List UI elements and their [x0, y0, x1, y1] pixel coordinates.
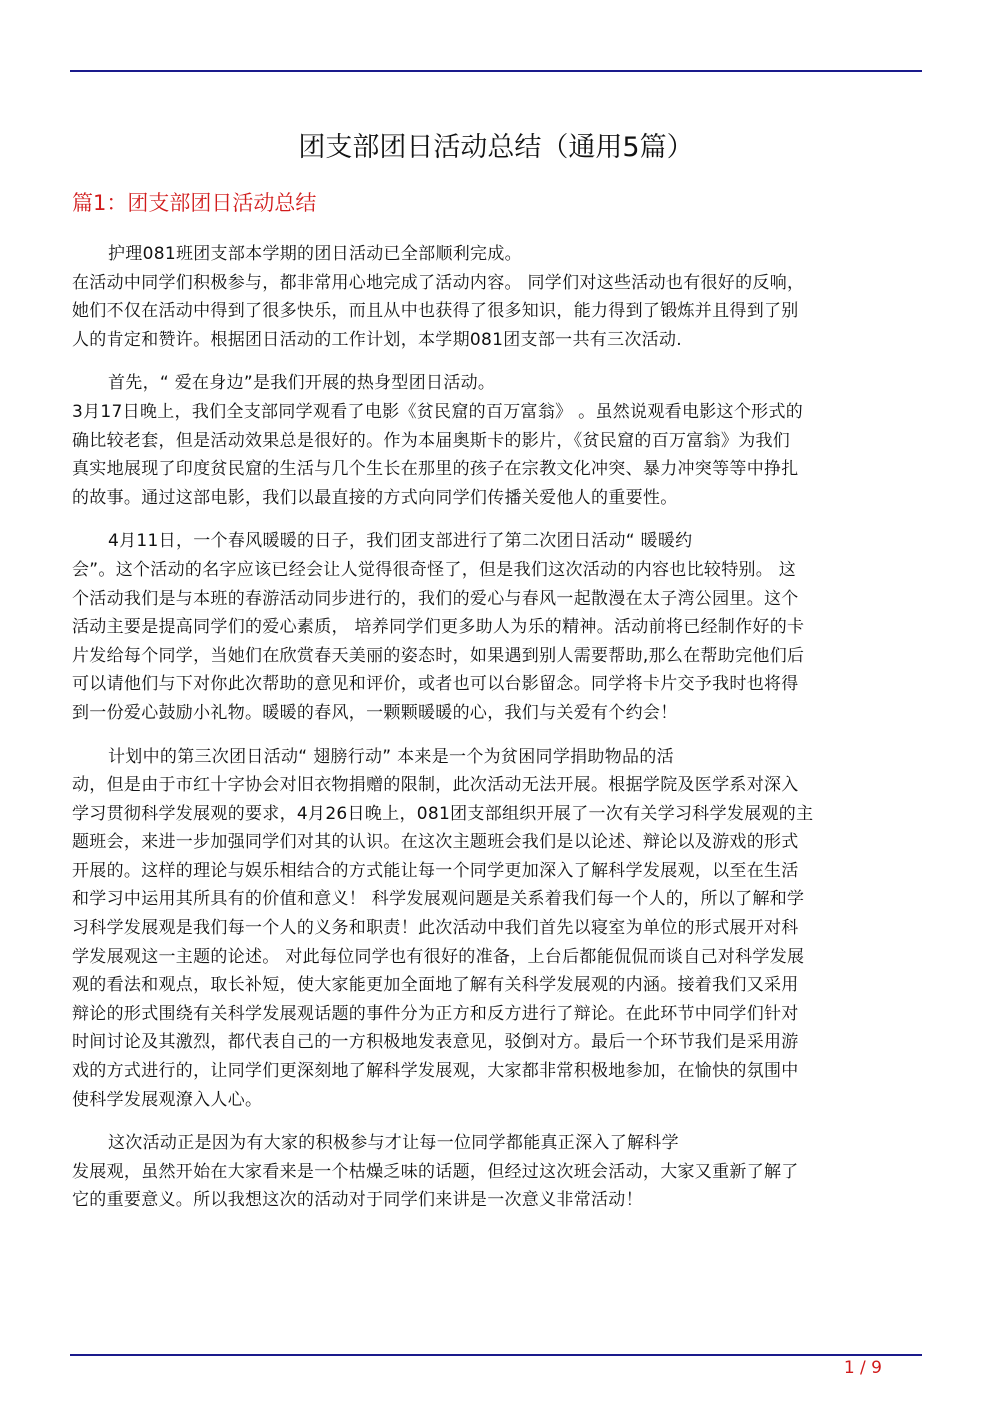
text-line: 到一份爱心鼓励小礼物。暖暖的春风，一颗颗暖暖的心，我们与关爱有个约会！	[72, 702, 678, 723]
text-line: 开展的。这样的理论与娱乐相结合的方式能让每一个同学更加深入了解科学发展观，以至在生活	[72, 860, 799, 881]
text-line: 时间讨论及其激烈，都代表自己的一方积极地发表意见，驳倒对方。最后一个环节我们是采用游	[72, 1032, 799, 1053]
section-heading: 篇1：团支部团日活动总结	[72, 191, 317, 215]
text-line: 学习贯彻科学发展观的要求，4月26日晚上，081团支部组织开展了一次有关学习科学发展观的主	[72, 803, 814, 824]
text-line: 3月17日晚上，我们全支部同学观看了电影《贫民窟的百万富翁》 。虽然说观看电影这个形式的	[72, 401, 804, 422]
text-line: 的故事。通过这部电影，我们以最直接的方式向同学们传播关爱他人的重要性。	[72, 487, 678, 508]
text-line: 确比较老套，但是活动效果总是很好的。作为本届奥斯卡的影片，《贫民窟的百万富翁》为我们	[72, 430, 791, 451]
text-line: 习科学发展观是我们每一个人的义务和职责！此次活动中我们首先以寝室为单位的形式展开对科	[72, 918, 799, 939]
text-line: 发展观，虽然开始在大家看来是一个枯燥乏味的话题，但经过这次班会活动，大家又重新了解了	[72, 1161, 799, 1182]
text-line: 题班会，来进一步加强同学们对其的认识。在这次主题班会我们是以论述、辩论以及游戏的形式	[72, 832, 799, 853]
text-line: 动，但是由于市红十字协会对旧衣物捐赠的限制，此次活动无法开展。根据学院及医学系对深入	[72, 775, 799, 796]
text-line: 戏的方式进行的，让同学们更深刻地了解科学发展观，大家都非常积极地参加，在愉快的氛围中	[72, 1061, 799, 1082]
text-line: 它的重要意义。所以我想这次的活动对于同学们来讲是一次意义非常活动！	[72, 1190, 643, 1211]
text-line: 片发给每个同学，当她们在欣赏春天美丽的姿态时，如果遇到别人需要帮助,那么在帮助完他们后	[72, 645, 805, 666]
paragraph-3	[72, 527, 918, 727]
header-rule	[70, 70, 922, 72]
text-line: 计划中的第三次团日活动“ 翅膀行动” 本来是一个为贫困同学捐助物品的活	[108, 746, 674, 767]
paragraph-1	[72, 240, 918, 354]
text-line: 活动主要是提高同学们的爱心素质， 培养同学们更多助人为乐的精神。活动前将已经制作好的卡	[72, 617, 805, 638]
document-title: 团支部团日活动总结（通用5篇）	[298, 132, 694, 163]
paragraph-5	[72, 1129, 918, 1215]
text-line: 人的肯定和赞许。根据团日活动的工作计划，本学期081团支部一共有三次活动.	[72, 329, 682, 350]
document-body	[72, 240, 918, 1230]
text-line: 和学习中运用其所具有的价值和意义！ 科学发展观问题是关系着我们每一个人的，所以了解和学	[72, 889, 805, 910]
text-line: 这次活动正是因为有大家的积极参与才让每一位同学都能真正深入了解科学	[108, 1133, 679, 1154]
text-line: 首先，“ 爱在身边”是我们开展的热身型团日活动。	[108, 373, 496, 394]
text-line: 个活动我们是与本班的春游活动同步进行的，我们的爱心与春风一起散漫在太子湾公园里。这个	[72, 588, 799, 609]
paragraph-4	[72, 743, 918, 1115]
paragraph-2	[72, 369, 918, 512]
text-line: 使科学发展观潦入人心。	[72, 1089, 263, 1110]
text-line: 可以请他们与下对你此次帮助的意见和评价，或者也可以台影留念。同学将卡片交予我时也将得	[72, 674, 799, 695]
text-line: 会”。这个活动的名字应该已经会让人觉得很奇怪了，但是我们这次活动的内容也比较特别。 这	[72, 559, 797, 580]
footer-rule	[70, 1354, 922, 1356]
text-line: 观的看法和观点，取长补短，使大家能更加全面地了解有关科学发展观的内涵。接着我们又采用	[72, 975, 799, 996]
page-number: 1 / 9	[843, 1358, 882, 1378]
text-line: 护理081班团支部本学期的团日活动已全部顺利完成。	[108, 244, 522, 264]
text-line: 辩论的形式围绕有关科学发展观话题的事件分为正方和反方进行了辩论。在此环节中同学们针对	[72, 1003, 799, 1024]
text-line: 真实地展现了印度贫民窟的生活与几个生长在那里的孩子在宗教文化冲突、暴力冲突等等中挣扎	[72, 459, 799, 480]
text-line: 她们不仅在活动中得到了很多快乐，而且从中也获得了很多知识，能力得到了锻炼并且得到了别	[72, 301, 799, 322]
text-line: 在活动中同学们积极参与，都非常用心地完成了活动内容。 同学们对这些活动也有很好的反响，	[72, 272, 805, 293]
text-line: 4月11日，一个春风暖暖的日子，我们团支部进行了第二次团日活动“ 暖暖约	[108, 531, 693, 552]
text-line: 学发展观这一主题的论述。 对此每位同学也有很好的准备，上台后都能侃侃而谈自己对科学发展	[72, 946, 805, 967]
